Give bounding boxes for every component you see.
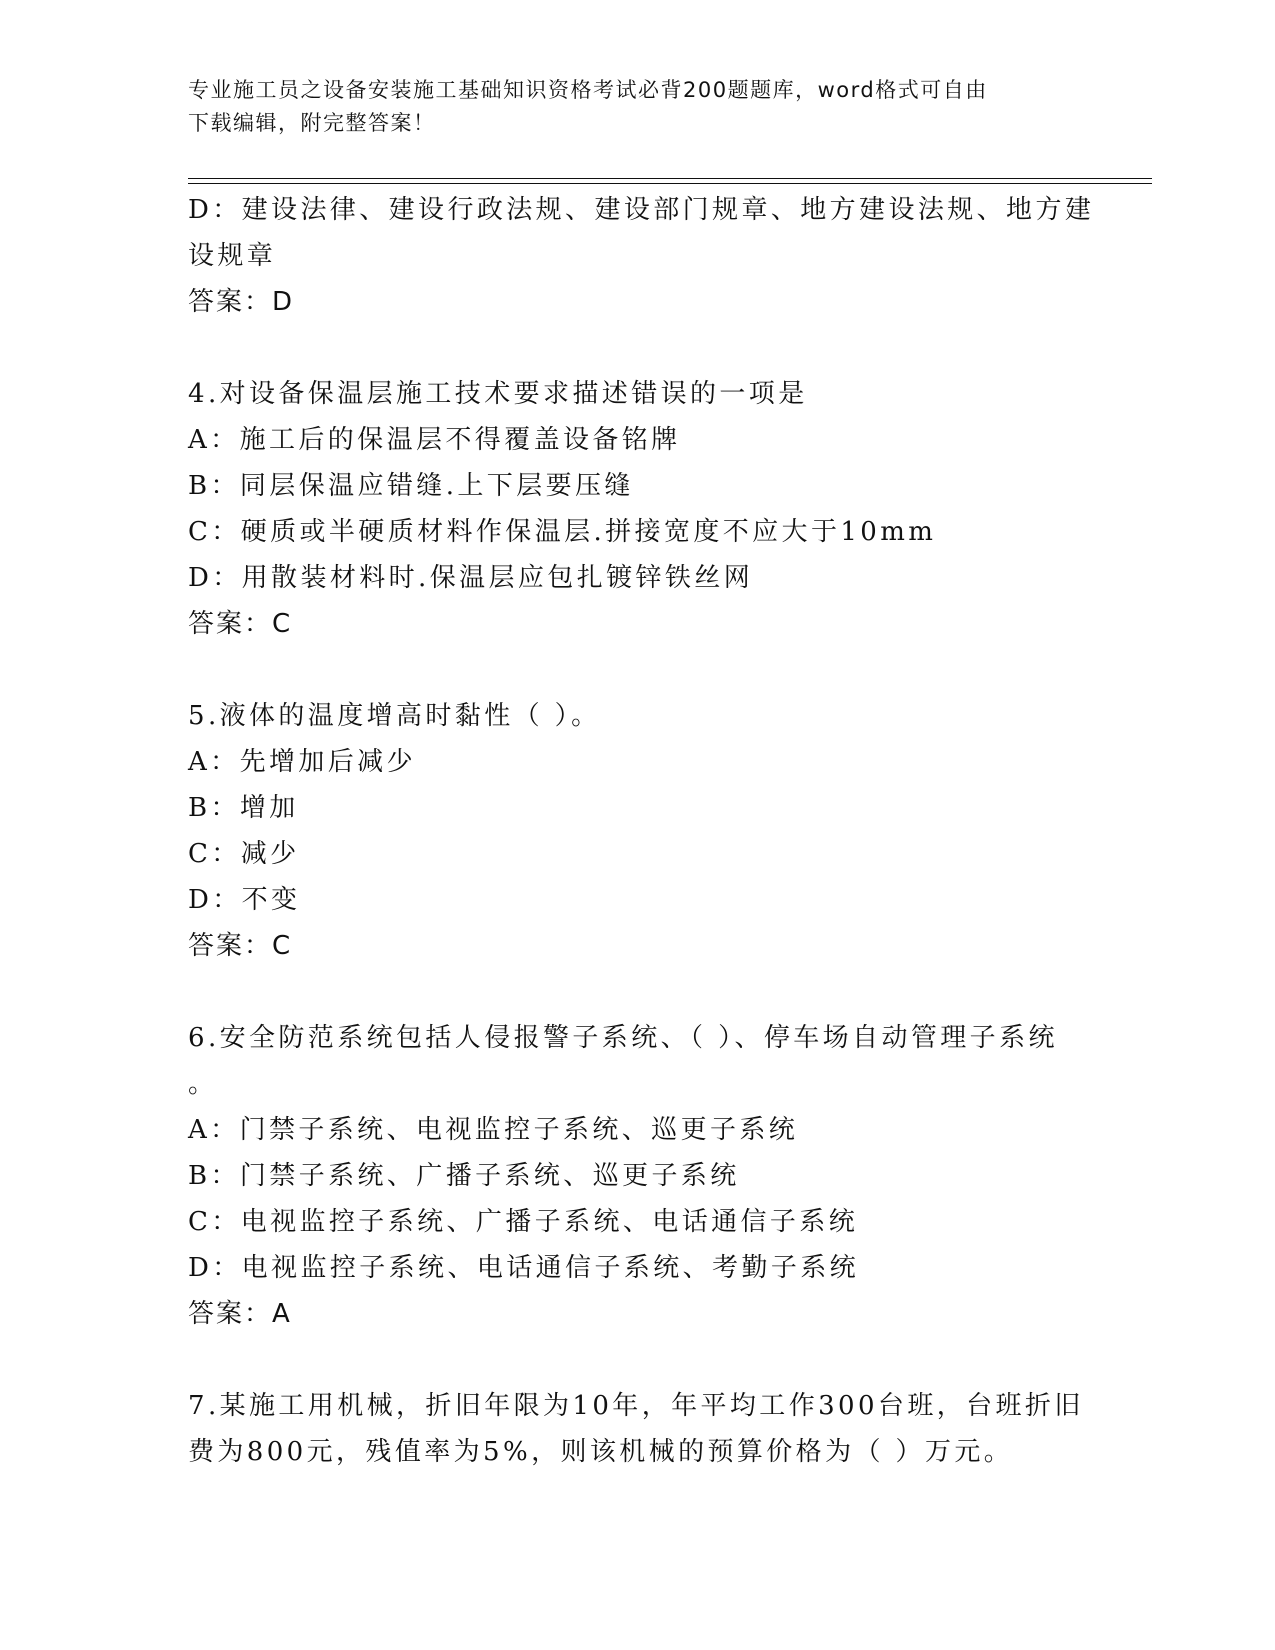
option-a: A：施工后的保温层不得覆盖设备铭牌 — [188, 425, 681, 455]
document-header — [188, 74, 1068, 140]
answer: 答案：C — [188, 609, 293, 639]
question-4 — [188, 371, 1088, 647]
answer: 答案：A — [188, 1299, 292, 1329]
header-divider-bottom — [188, 183, 1152, 184]
option-d: D：电视监控子系统、电话通信子系统、考勤子系统 — [188, 1253, 860, 1283]
option-c: C：电视监控子系统、广播子系统、电话通信子系统 — [188, 1207, 859, 1237]
option-a: A：门禁子系统、电视监控子系统、巡更子系统 — [188, 1115, 799, 1145]
option-b: B：同层保温应错缝.上下层要压缝 — [188, 471, 634, 501]
question-6 — [188, 1015, 1088, 1337]
header-line-2: 下载编辑，附完整答案！ — [188, 111, 436, 135]
option-d: D：不变 — [188, 885, 301, 915]
spacer — [188, 1337, 1088, 1383]
question-7 — [188, 1383, 1088, 1475]
answer: 答案：C — [188, 931, 293, 961]
question-stem-continued: 。 — [188, 1069, 218, 1099]
option-b: B：门禁子系统、广播子系统、巡更子系统 — [188, 1161, 740, 1191]
header-divider-top — [188, 178, 1152, 179]
question-list — [188, 187, 1095, 1475]
option-a: A：先增加后减少 — [188, 747, 416, 777]
option-d: D：用散装材料时.保温层应包扎镀锌铁丝网 — [188, 563, 754, 593]
option-d-continued: 设规章 — [188, 241, 277, 271]
question-stem: 7.某施工用机械，折旧年限为10年，年平均工作300台班，台班折旧 — [188, 1391, 1084, 1421]
spacer — [188, 325, 1088, 371]
option-d: D：建设法律、建设行政法规、建设部门规章、地方建设法规、地方建 — [188, 195, 1095, 225]
option-c: C：减少 — [188, 839, 300, 869]
header-line-1: 专业施工员之设备安装施工基础知识资格考试必背200题题库，word格式可自由 — [188, 78, 988, 102]
spacer — [188, 647, 1088, 693]
option-b: B：增加 — [188, 793, 299, 823]
spacer — [188, 969, 1088, 1015]
question-3-tail — [188, 187, 1095, 325]
question-stem: 4.对设备保温层施工技术要求描述错误的一项是 — [188, 379, 808, 409]
question-stem-continued: 费为800元，残值率为5%，则该机械的预算价格为（ ）万元。 — [188, 1437, 1014, 1467]
option-c: C：硬质或半硬质材料作保温层.拼接宽度不应大于10mm — [188, 517, 937, 547]
answer: 答案：D — [188, 287, 295, 317]
question-5 — [188, 693, 1088, 969]
question-stem: 6.安全防范系统包括人侵报警子系统、（ ）、停车场自动管理子系统 — [188, 1023, 1058, 1053]
question-stem: 5.液体的温度增高时黏性（ ）。 — [188, 701, 601, 731]
